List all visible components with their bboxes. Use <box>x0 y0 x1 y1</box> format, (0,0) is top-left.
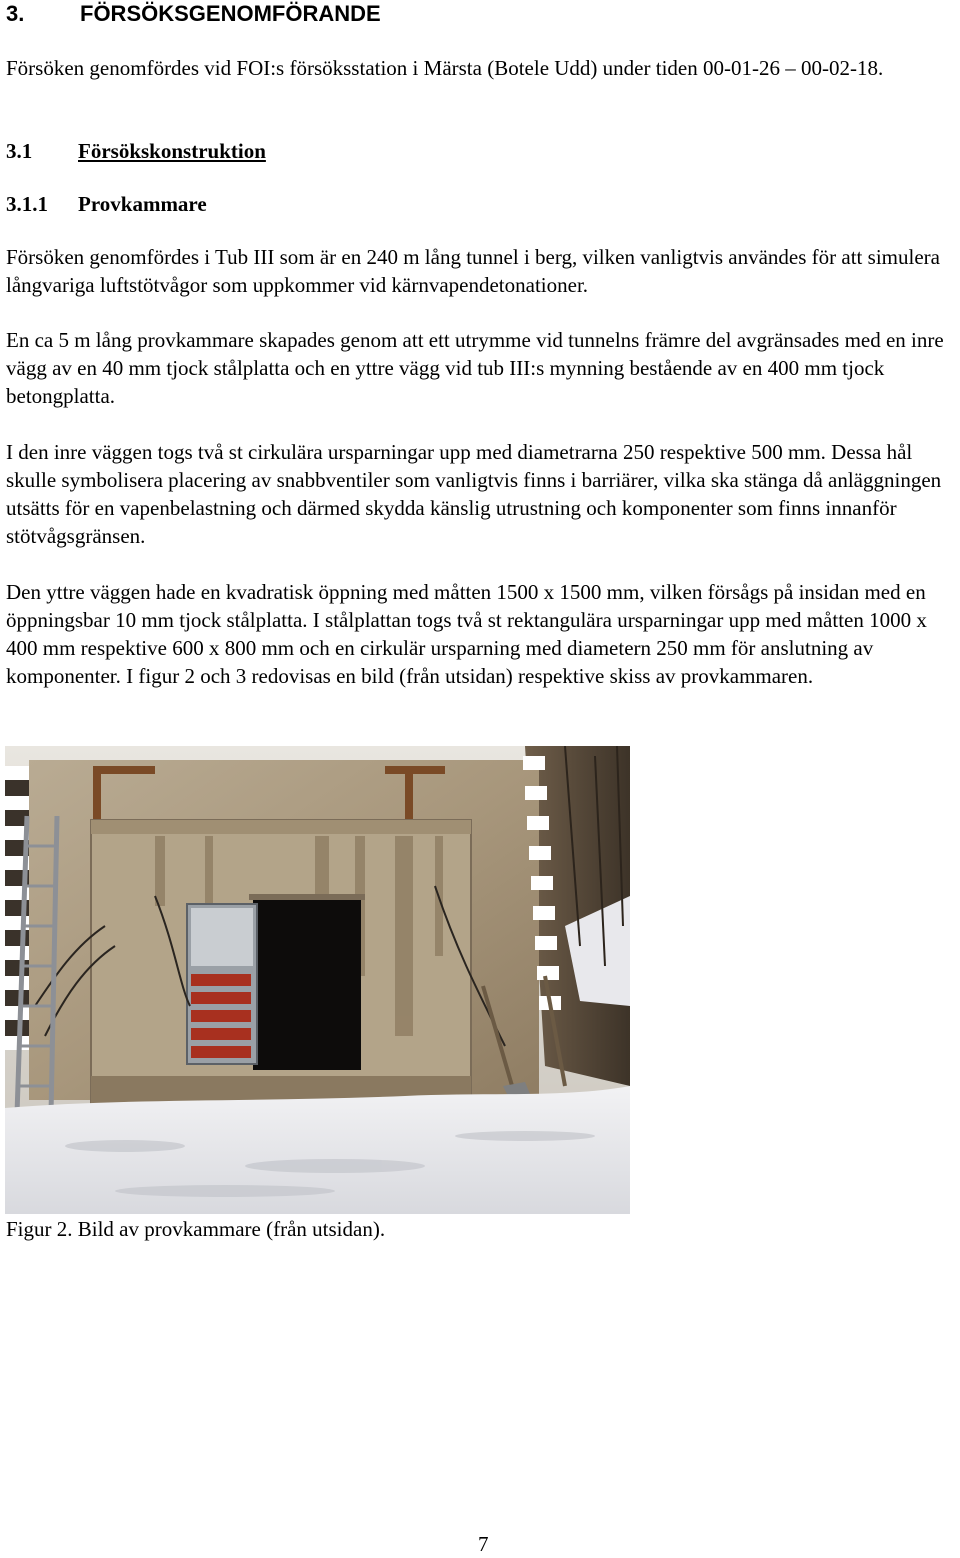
figure-caption: Figur 2. Bild av provkammare (från utsidan). <box>6 1217 386 1241</box>
subsection-number: 3.1.1 <box>6 192 48 216</box>
subsection-heading <box>6 190 207 218</box>
chapter-number: 3. <box>6 1 25 26</box>
subsection-title: Provkammare <box>78 192 207 216</box>
section-title: Försökskonstruktion <box>78 139 266 163</box>
paragraph-3: I den inre väggen togs två st cirkulära ursparningar upp med diametrarna 250 respektive 500 mm. Dessa hål skulle symbolisera placering av snabbventiler som vanligtvis finns i barriärer, vilka ska stänga då anläggningen utsätts för en vapenbelastning och därmed skydda känslig utrustning och komponenter som finns innanför stötvågsgränsen. <box>6 440 942 548</box>
page-number: 7 <box>478 1532 489 1556</box>
figure-photo <box>5 746 630 1214</box>
chapter-title: FÖRSÖKSGENOMFÖRANDE <box>80 1 381 26</box>
paragraph-4: Den yttre väggen hade en kvadratisk öppning med måtten 1500 x 1500 mm, vilken försågs på insidan med en öppningsbar 10 mm tjock stålplatta. I stålplattan togs två st rektangulära ursparningar upp med måtten 1000 x 400 mm respektive 600 x 800 mm och en cirkulär ursparning med diametern 250 mm för anslutning av komponenter. I figur 2 och 3 redovisas en bild (från utsidan) respektive skiss av provkammaren. <box>6 580 927 688</box>
intro-paragraph: Försöken genomfördes vid FOI:s försöksstation i Märsta (Botele Udd) under tiden 00-01-26 – 00-02-18. <box>6 56 884 80</box>
chapter-heading <box>6 0 381 28</box>
section-number: 3.1 <box>6 139 33 163</box>
section-heading <box>6 137 266 165</box>
paragraph-2: En ca 5 m lång provkammare skapades genom att ett utrymme vid tunnelns främre del avgränsades med en inre vägg av en 40 mm tjock stålplatta och en yttre vägg vid tub III:s mynning bestående av en 400 mm tjock betongplatta. <box>6 328 944 408</box>
door-opening <box>253 898 361 1070</box>
paragraph-1: Försöken genomfördes i Tub III som är en 240 m lång tunnel i berg, vilken vanligtvis användes för att simulera långvariga luftstötvågor som uppkommer vid kärnvapendetonationer. <box>6 245 940 297</box>
